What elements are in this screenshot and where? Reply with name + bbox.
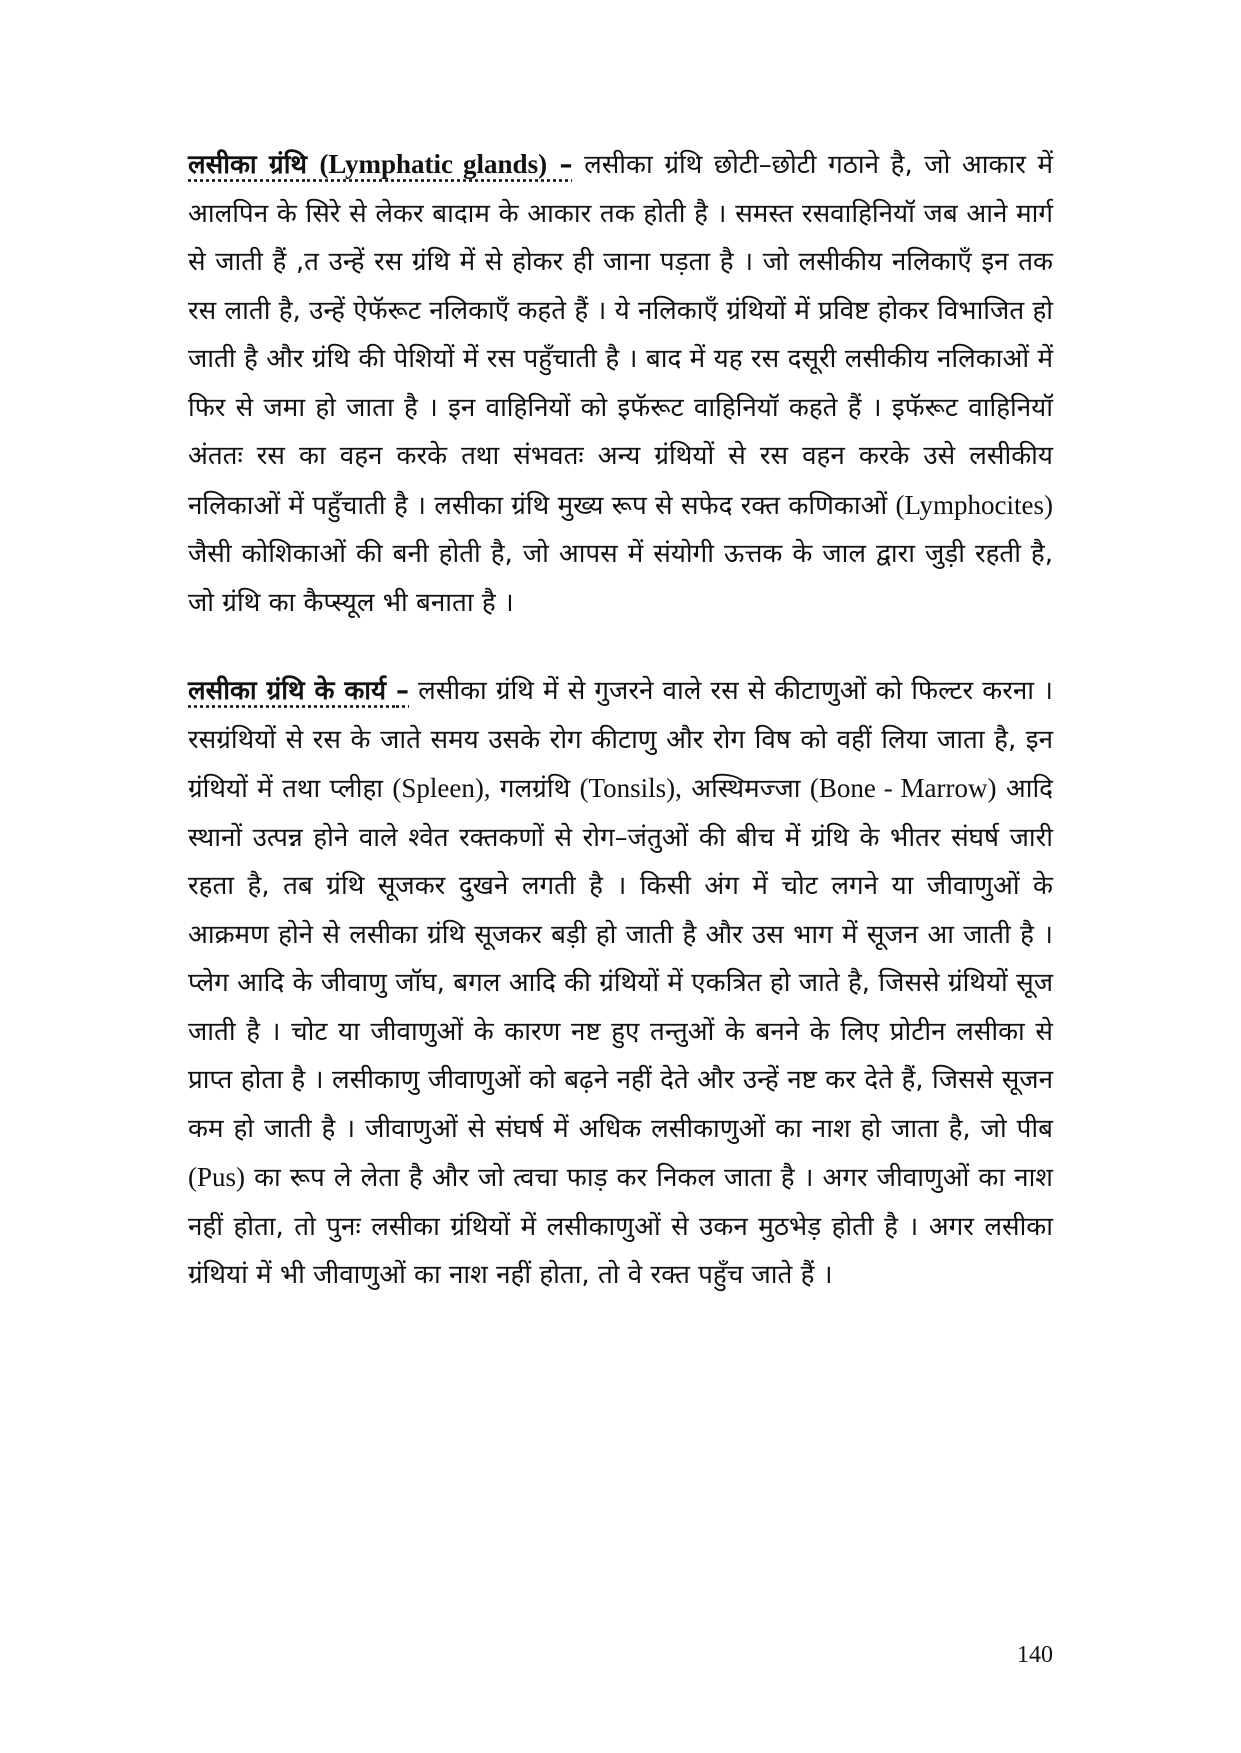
body-text-latin: (Bone - Marrow) xyxy=(809,773,997,803)
body-text: का रूप ले लेता है और जो त्वचा फाड़ कर निकल जाता है । अगर जीवाणुओं का नाश नहीं होता, तो पुनः लसीका ग्रंथियों में लसीकाणुओं से उकन मुठभेड़ होती है । अगर लसीका ग्रंथियां में भी जीवाणुओं का नाश नहीं होता, तो वे रक्त पहुँच जाते हैं । xyxy=(188,1163,1053,1290)
section-heading: लसीका ग्रंथि (Lymphatic glands) – xyxy=(188,149,573,180)
body-text: अस्थिमज्जा xyxy=(681,774,810,804)
body-text-latin: (Pus) xyxy=(188,1162,246,1192)
body-text-latin: (Spleen), xyxy=(392,773,491,803)
body-text-latin: (Tonsils), xyxy=(579,773,682,803)
body-text: गलग्रंथि xyxy=(490,774,580,804)
body-text: लसीका ग्रंथि छोटी–छोटी गठाने है, जो आकार में आलपिन के सिरे से लेकर बादाम के आकार तक होती है । समस्त रसवाहिनियॉ जब आने मार्ग से जाती हैं ,त उन्हें रस ग्रंथि में से होकर ही जाना पड़ता है । जो लसीकीय नलिकाएँ इन तक रस लाती है, उन्हें ऐफॅरूट नलिकाएँ कहते हैं । ये नलिकाएँ ग्रंथियों में प्रविष्ट होकर विभाजित हो जाती है और ग्रंथि की पेशियों में रस पहुँचाती है । बाद में यह रस दसूरी लसीकीय नलिकाओं में फिर से जमा हो जाता है । इन वाहिनियों को इफॅरूट वाहिनियॉ कहते हैं । इफॅरूट वाहिनियॉ अंततः रस का वहन करके तथा संभवतः अन्य ग्रंथियों से रस वहन करके उसे लसीकीय नलिकाओं में पहुँचाती है । लसीका ग्रंथि मुख्य रूप से सफेद रक्त कणिकाओं xyxy=(188,150,1053,521)
body-text: लसीका ग्रंथि में से गुजरने वाले रस से कीटाणुओं को फिल्टर करना । रसग्रंथियों से रस के जाते समय उसके रोग कीटाणु और रोग विष को वहीं लिया जाता है, इन ग्रंथियों में तथा प्लीहा xyxy=(188,676,1054,804)
body-text: जैसी कोशिकाओं की बनी होती है, जो आपस में संयोगी ऊत्तक के जाल द्वारा जुड़ी रहती है, जो ग्रंथि का कैप्स्यूल भी बनाता है । xyxy=(188,539,1053,618)
section-lymphatic-glands xyxy=(188,140,1053,627)
document-page xyxy=(188,140,1053,1300)
section-heading: लसीका ग्रंथि के कार्य – xyxy=(188,676,410,706)
section-lymphatic-gland-functions xyxy=(188,667,1053,1300)
body-text: आदि स्थानों उत्पन्न होने वाले श्वेत रक्तकणों से रोग–जंतुओं की बीच में ग्रंथि के भीतर संघर्ष जारी रहता है, तब ग्रंथि सूजकर दुखने लगती है । किसी अंग में चोट लगने या जीवाणुओं के आक्रमण होने से लसीका ग्रंथि सूजकर बड़ी हो जाती है और उस भाग में सूजन आ जाती है । प्लेग आदि के जीवाणु जॉघ, बगल आदि की ग्रंथियों में एकत्रित हो जाते है, जिससे ग्रंथियों सूज जाती है । चोट या जीवाणुओं के कारण नष्ट हुए तन्तुओं के बनने के लिए प्रोटीन लसीका से प्राप्त होता है । लसीकाणु जीवाणुओं को बढ़ने नहीं देते और उन्हें नष्ट कर देते हैं, जिससे सूजन कम हो जाती है । जीवाणुओं से संघर्ष में अधिक लसीकाणुओं का नाश हो जाता है, जो पीब xyxy=(188,774,1053,1144)
page-number: 140 xyxy=(1017,1642,1053,1668)
body-text-latin: (Lymphocites) xyxy=(895,489,1053,520)
